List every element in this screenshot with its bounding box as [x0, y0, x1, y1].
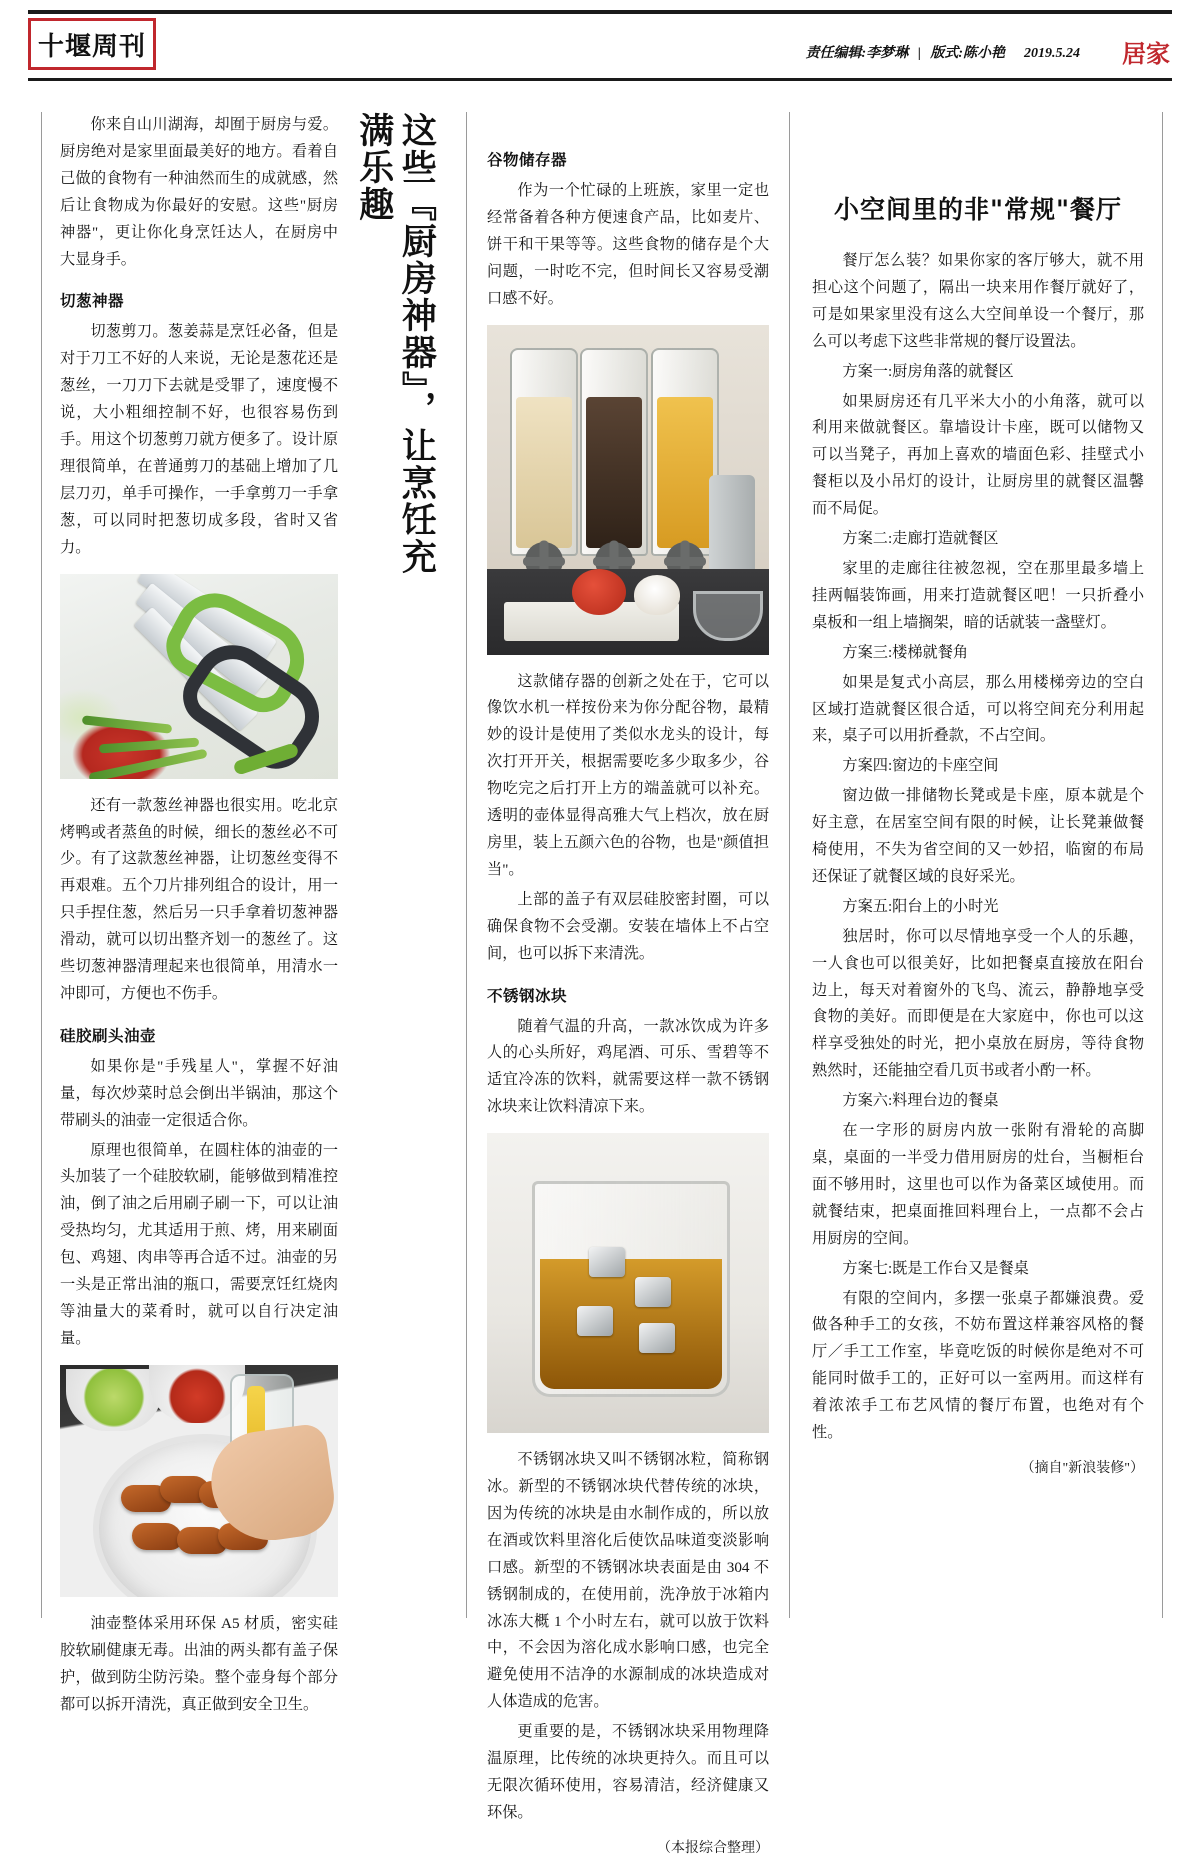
masthead-top-rule: [28, 10, 1172, 14]
dispenser-rice: [510, 348, 578, 557]
dispenser-rice-contents: [516, 397, 572, 548]
sidebar-article-title: 小空间里的非"常规"餐厅: [833, 195, 1123, 224]
dispenser-beans: [580, 348, 648, 557]
sidebar-paragraph-15: 有限的空间内，多摆一张桌子都嫌浪费。爱做各种手工的女孩，不妨布置这样兼容风格的餐厅／手工工作室，毕竟吃饭的时候你是绝对不可能同时做手工的，正好可以一室两用。而这样有着浓浓手工布艺风情的餐厅布置，也绝对有个性。: [812, 1289, 1144, 1442]
sidebar-paragraph-1: 餐厅怎么装？如果你家的客厅够大，就不用担心这个问题了，隔出一块来用作餐厅就好了，可是如果家里没有这么大空间单设一个餐厅，那么可以考虑下这些非常规的餐厅设置法。: [812, 252, 1144, 350]
article-column-2: [487, 132, 769, 1857]
chive-2: [99, 737, 199, 753]
whisky-liquid: [540, 1259, 722, 1389]
photo-cereal-dispensers: [487, 325, 769, 655]
tomato: [572, 569, 626, 615]
column-rule-right: [1162, 112, 1163, 1618]
article-headline-text: 这些『厨房神器』，让烹饪充满乐趣: [353, 112, 438, 576]
layout-editor: 版式:陈小艳: [930, 46, 1005, 61]
subheading-oil-bottle: 硅胶刷头油壶: [60, 1026, 157, 1045]
sidebar-paragraph-9: 窗边做一排储物长凳或是卡座，原本就是个好主意，在居室空间有限的时候，让长凳兼做餐椅使用，不失为省空间的又一妙招，临窗的布局还保证了就餐区域的良好采光。: [812, 787, 1144, 885]
credit-separator-1: |: [917, 46, 921, 61]
chive-3: [82, 716, 172, 734]
dispenser-beans-contents: [586, 397, 642, 548]
garlic: [634, 575, 680, 615]
paragraph-steel-ice-2: 不锈钢冰块又叫不锈钢冰粒，简称钢冰。新型的不锈钢冰块代替传统的冰块，因为传统的冰块是由水制作成的，所以放在酒或饮料里溶化后使饮品味道变淡影响口感。新型的不锈钢冰块表面是由 304 不锈钢制成的，在使用前，洗净放于冰箱内冰冻大概 1 个小时左右，就可以放于饮料中，不会因为溶化成水影响口感，也完全避免使用不洁净的水源制成的冰块造成对人体造成的危害。: [487, 1451, 769, 1711]
paragraph-onion-cutter: 切葱剪刀。葱姜蒜是烹饪必备，但是对于刀工不好的人来说，无论是葱花还是葱丝，一刀刀下去就是受罪了，速度慢不说，大小粗细控制不好，也很容易伤到手。用这个切葱剪刀就方便多了。设计原理很简单，在普通剪刀的基础上增加了几层刀刃，单手可操作，一手拿剪刀一手拿葱，可以同时把葱切成多段，省时又省力。: [60, 323, 338, 556]
whisky-glass: [532, 1181, 730, 1397]
steel-cube-4: [639, 1323, 675, 1353]
paragraph-grain-storage-2: 这款储存器的创新之处在于，它可以像饮水机一样按份来为你分配谷物，最精妙的设计是使用了类似水龙头的设计，每次打开开关，根据需要吃多少取多少，谷物吃完之后打开上方的端盖就可以补充。透明的壶体显得高雅大气上档次，放在厨房里，装上五颜六色的谷物，也是"颜值担当"。: [487, 672, 769, 878]
paragraph-oil-bottle-3: 油壶整体采用环保 A5 材质，密实硅胶软刷健康无毒。出油的两头都有盖子保护，做到防尘防污染。整个壶身每个部分都可以拆开清洗，真正做到安全卫生。: [60, 1614, 338, 1713]
publication-logo-text: 十堰周刊: [37, 31, 146, 62]
sidebar-paragraph-11: 独居时，你可以尽情地享受一个人的乐趣，一人食也可以很美好，比如把餐桌直接放在阳台边上，每天对着窗外的飞鸟、流云，静静地享受食物的美好。而即便是在大家庭中，你也可以这样享受独处的时光，把小桌放在厨房，等待食物熟然时，还能抽空看几页书或者小酌一杯。: [812, 927, 1144, 1080]
paragraph-grain-storage-1: 作为一个忙碌的上班族，家里一定也经常备着各种方便速食产品，比如麦片、饼干和干果等等。这些食物的储存是个大问题，一时吃不完，但时间长又容易受潮口感不好。: [487, 182, 769, 307]
sidebar-paragraph-14: 方案七:既是工作台又是餐桌: [842, 1259, 1029, 1277]
sidebar-paragraph-4: 方案二:走廊打造就餐区: [842, 530, 999, 548]
sidebar-paragraph-3: 如果厨房还有几平米大小的小角落，就可以利用来做就餐区。靠墙设计卡座，既可以储物又可以当凳子，再加上喜欢的墙面色彩、挂壁式小餐柜以及小吊灯的设计，让厨房里的就餐区温馨而不局促。: [812, 392, 1144, 518]
paragraph-scallion-shredder: 还有一款葱丝神器也很实用。吃北京烤鸭或者蒸鱼的时候，细长的葱丝必不可少。有了这款葱丝神器，让切葱丝变得不再艰难。五个刀片排列组合的设计，用一只手捏住葱，然后另一只手拿着切葱神器滑动，就可以切出整齐划一的葱丝了。这些切葱神器清理起来也很简单，用清水一冲即可，方便也不伤手。: [60, 796, 338, 1002]
responsible-editor: 责任编辑:李梦琳: [805, 46, 909, 61]
sidebar-paragraph-5: 家里的走廊往往被忽视，空在那里最多墙上挂两幅装饰画，用来打造就餐区吧！一只折叠小桌板和一组上墙搁架，暗的话就装一盏壁灯。: [812, 559, 1144, 631]
paragraph-grain-storage-3: 上部的盖子有双层硅胶密封圈，可以确保食物不会受潮。安装在墙体上不占空间，也可以拆下来清洗。: [487, 890, 769, 962]
section-title: 居家: [1122, 39, 1170, 68]
subheading-steel-ice: 不锈钢冰块: [487, 986, 568, 1005]
sidebar-paragraph-2: 方案一:厨房角落的就餐区: [842, 362, 1014, 380]
column-rule-2: [466, 112, 467, 1618]
article-headline: [352, 112, 448, 612]
vegetable-bowl: [66, 1369, 162, 1431]
sidebar-paragraph-7: 如果是复式小高层，那么用楼梯旁边的空白区域打造就餐区很合适，可以将空间充分利用起来，桌子可以用折叠款，不占空间。: [812, 673, 1144, 745]
subheading-grain-storage: 谷物储存器: [487, 151, 568, 169]
column-rule-3: [789, 112, 790, 1618]
sidebar-paragraph-13: 在一字形的厨房内放一张附有滑轮的高脚桌，桌面的一半受力借用厨房的灶台，当橱柜台面不够用时，这里也可以作为备菜区域使用。而就餐结束，把桌面推回料理台上，一点都不会占用厨房的空间。: [812, 1122, 1144, 1247]
issue-date: 2019.5.24: [1024, 46, 1080, 61]
steel-cube-2: [635, 1277, 671, 1307]
masthead-bottom-rule: [28, 78, 1172, 81]
paragraph-steel-ice-1: 随着气温的升高，一款冰饮成为许多人的心头所好，鸡尾酒、可乐、雪碧等不适宜冷冻的饮料，就需要这样一款不锈钢冰块来让饮料清凉下来。: [487, 1017, 769, 1116]
sidebar-paragraph-10: 方案五:阳台上的小时光: [842, 897, 999, 915]
subheading-onion-cutter: 切葱神器: [60, 292, 125, 311]
article-column-3: [812, 190, 1144, 1477]
dispenser-pasta-contents: [657, 397, 713, 548]
sidebar-paragraph-8: 方案四:窗边的卡座空间: [842, 757, 999, 775]
column-rule-left: [41, 112, 42, 1618]
lead-paragraph: 你来自山川湖海，却囿于厨房与爱。厨房绝对是家里面最美好的地方。看着自己做的食物有一种油然而生的成就感，然后让食物成为你最好的安慰。这些"厨房神器"，更让你化身烹饪达人，在厨房中大显身手。: [60, 116, 338, 268]
steel-cube-3: [577, 1306, 613, 1336]
sidebar-paragraph-12: 方案六:料理台边的餐桌: [842, 1092, 999, 1110]
article-column-1: [60, 112, 338, 1721]
chive-1: [88, 749, 207, 779]
chicken-wing-4: [132, 1523, 182, 1550]
sidebar-paragraph-6: 方案三:楼梯就餐角: [842, 643, 969, 661]
column2-credit: （本报综合整理）: [657, 1840, 769, 1856]
paragraph-oil-bottle-2: 原理也很简单，在圆柱体的油壶的一头加装了一个硅胶软刷，能够做到精准控油，倒了油之后用刷子刷一下，可以让油受热均匀，尤其适用于煎、烤，用来刷面包、鸡翅、肉串等再合适不过。油壶的另一头是正常出油的瓶口，需要烹饪红烧肉等油量大的菜肴时，就可以自行决定油量。: [60, 1141, 338, 1347]
publication-logo: [28, 18, 156, 70]
paragraph-steel-ice-3: 更重要的是，不锈钢冰块采用物理降温原理，比传统的冰块更持久。而且可以无限次循环使用，容易清洁，经济健康又环保。: [487, 1723, 769, 1821]
column3-credit: （摘自"新浪装修"）: [1020, 1460, 1144, 1476]
steel-cube-1: [589, 1247, 625, 1277]
photo-onion-scissors: [60, 574, 338, 779]
photo-whisky-glass: [487, 1133, 769, 1433]
paragraph-oil-bottle-1: 如果你是"手残星人"，掌握不好油量，每次炒菜时总会倒出半锅油，那这个带刷头的油壶一定很适合你。: [60, 1057, 338, 1129]
masthead: [0, 0, 1200, 86]
photo-chicken-wings-pan: [60, 1365, 338, 1597]
masthead-credits: [806, 42, 1080, 62]
